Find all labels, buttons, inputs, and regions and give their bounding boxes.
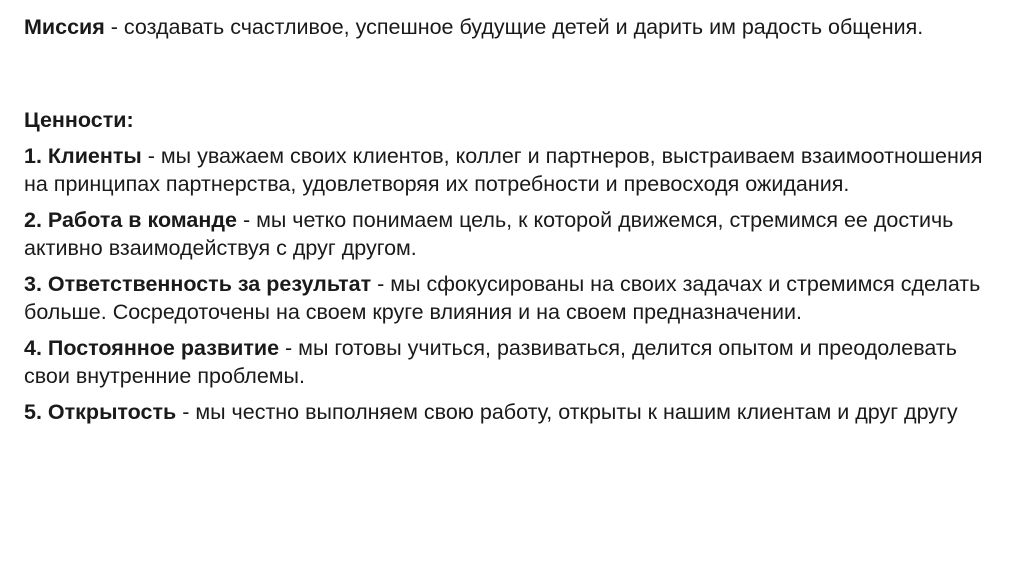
value-separator: -: [279, 336, 299, 360]
value-item-clients: [24, 142, 998, 198]
value-title: Открытость: [47, 400, 177, 424]
value-number: 2.: [24, 208, 42, 232]
value-text: мы четко понимаем цель, к которой движемся, стремимся ее достичь активно взаимодействуя с друг другом.: [24, 208, 954, 260]
value-text: мы уважаем своих клиентов, коллег и партнеров, выстраиваем взаимоотношения на принципах партнерства, удовлетворяя их потребности и превосходя ожидания.: [24, 144, 983, 196]
value-separator: -: [176, 400, 196, 424]
mission-separator: -: [104, 15, 124, 39]
value-title: Постоянное развитие: [47, 336, 280, 360]
mission-paragraph: [24, 14, 998, 40]
values-heading: Ценности:: [24, 108, 134, 132]
value-item-teamwork: [24, 206, 998, 262]
value-text: мы сфокусированы на своих задачах и стремимся сделать больше. Сосредоточены на своем круге влияния и на своем предназначении.: [24, 272, 981, 324]
value-text: мы честно выполняем свою работу, открыты к нашим клиентам и друг другу: [195, 400, 958, 424]
value-number: 3.: [24, 272, 42, 296]
value-separator: -: [141, 144, 161, 168]
value-text: мы готовы учиться, развиваться, делится опытом и преодолевать свои внутренние проблемы.: [24, 336, 957, 388]
value-number: 5.: [24, 400, 42, 424]
value-item-openness: [24, 398, 998, 426]
mission-text: создавать счастливое, успешное будущие детей и дарить им радость общения.: [123, 15, 924, 39]
value-number: 1.: [24, 144, 42, 168]
value-number: 4.: [24, 336, 42, 360]
value-item-development: [24, 334, 998, 390]
value-item-responsibility: [24, 270, 998, 326]
value-title: Клиенты: [47, 144, 142, 168]
value-separator: -: [371, 272, 391, 296]
value-title: Ответственность за результат: [47, 272, 372, 296]
mission-label: Миссия: [24, 15, 105, 39]
value-title: Работа в команде: [47, 208, 237, 232]
value-separator: -: [236, 208, 257, 232]
